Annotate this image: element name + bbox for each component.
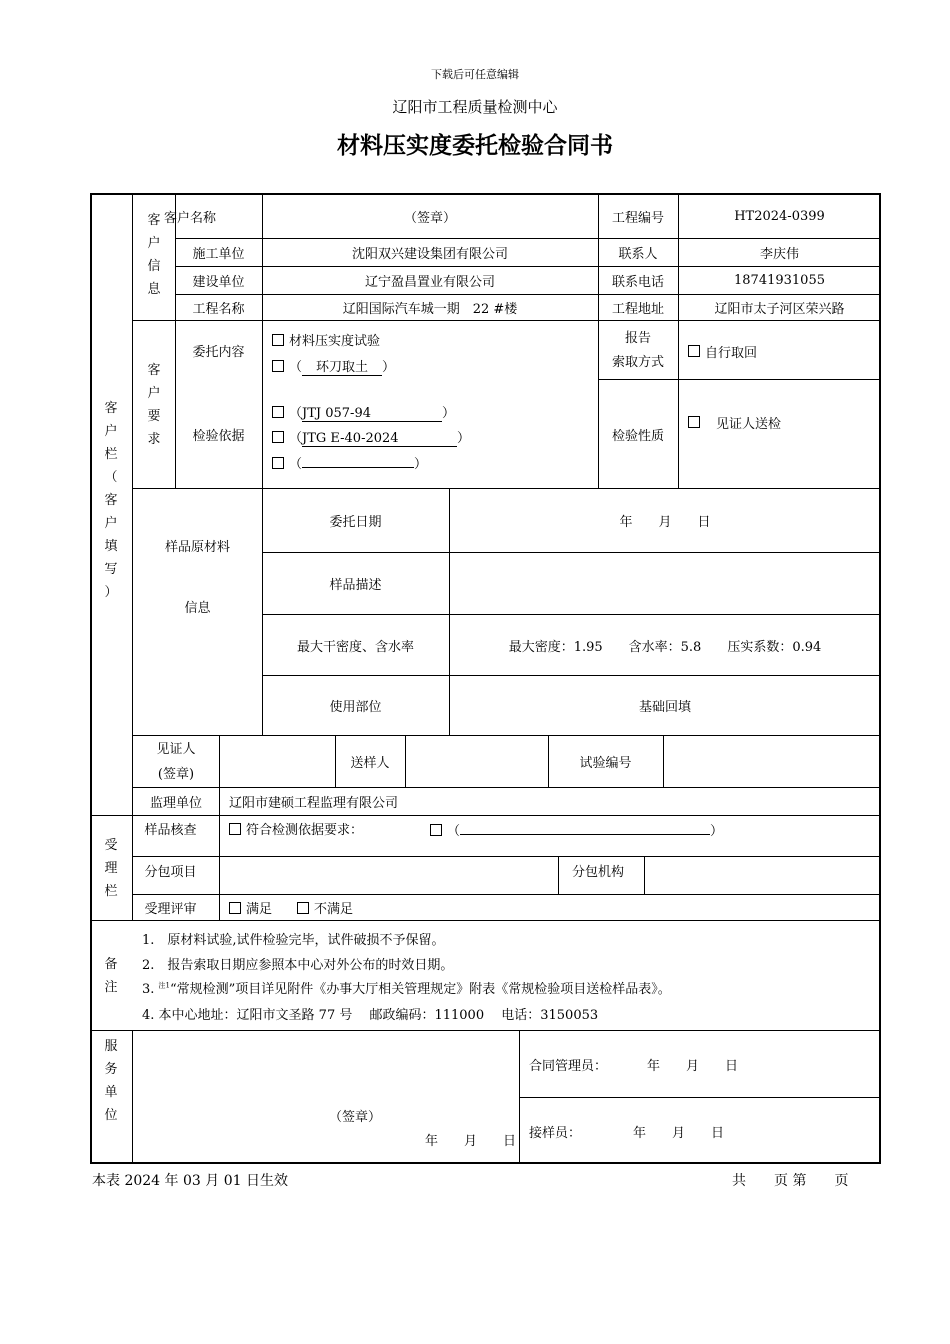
vertical-char: 备 — [104, 956, 118, 972]
project-name-label: 工程名称 — [192, 302, 245, 317]
nature-label: 检验性质 — [611, 428, 664, 444]
page-counter: 共 页 第 页 — [732, 1173, 849, 1189]
address-value[interactable]: 辽阳市太子河区荣兴路 — [714, 302, 845, 317]
sub-item-value[interactable] — [220, 857, 558, 894]
construction-unit-label: 施工单位 — [192, 247, 245, 262]
requirements-group-label — [133, 355, 175, 455]
address-label: 工程地址 — [611, 302, 664, 317]
checkbox-icon[interactable] — [272, 334, 284, 346]
client-name-label: 客户名称 — [163, 210, 216, 226]
vertical-char: 求 — [147, 432, 161, 447]
customer-column-label — [91, 400, 131, 600]
sub-item-label: 分包项目 — [144, 864, 197, 880]
checkbox-icon[interactable] — [688, 345, 700, 357]
report-method-label: 报告 索取方式 — [611, 331, 664, 370]
vertical-char: 填 — [104, 538, 118, 554]
vertical-char: 客 — [147, 213, 161, 228]
supervisor-value[interactable]: 辽阳市建硕工程监理有限公司 — [229, 796, 399, 811]
sample-desc-label: 样品描述 — [329, 578, 382, 593]
service-column-label — [91, 1031, 131, 1131]
vertical-char: 受 — [104, 837, 118, 853]
sub-org-label: 分包机构 — [571, 864, 624, 880]
vertical-char: 客 — [104, 400, 118, 416]
witness-label: 见证人 (签章) — [156, 741, 196, 782]
sample-desc-value[interactable] — [449, 553, 881, 614]
vertical-char: 务 — [104, 1062, 118, 1077]
manager-date[interactable]: 年 月 日 — [647, 1058, 739, 1074]
sub-org-value[interactable] — [645, 857, 881, 894]
receiver-label: 接样员： — [529, 1125, 582, 1141]
vertical-char: 栏 — [104, 883, 118, 899]
vertical-char: 注 — [104, 979, 118, 995]
remark-line-3: 3. $^{注1}$“常规检测”项目详见附件《办事大厅相关管理规定》附表《常规检验项目送检样品表》。 — [142, 981, 671, 997]
phone-value[interactable]: 18741931055 — [734, 273, 825, 288]
project-no-label: 工程编号 — [611, 210, 664, 226]
contact-label: 联系人 — [618, 247, 658, 262]
vertical-char: 户 — [104, 515, 118, 531]
checkbox-icon[interactable] — [272, 360, 284, 372]
vertical-char: 客 — [147, 363, 161, 378]
basis-label: 检验依据 — [192, 428, 245, 444]
sender-value[interactable] — [406, 736, 548, 787]
basis-option-3[interactable]: （ ） — [272, 452, 592, 472]
remark-line-1: 1. 原材料试验,试件检验完毕，试件破损不予保留。 — [142, 933, 445, 948]
phone-label: 联系电话 — [611, 275, 664, 290]
remarks-column-label — [91, 921, 131, 1030]
checkbox-icon[interactable] — [272, 406, 284, 418]
report-method-option[interactable]: 自行取回 — [688, 341, 878, 361]
vertical-char: 写 — [104, 561, 118, 577]
builder-unit-value[interactable]: 辽宁盈昌置业有限公司 — [364, 275, 495, 290]
content-option-2[interactable]: （ 环刀取土 ） — [272, 356, 592, 376]
service-date[interactable]: 年 月 日 — [425, 1134, 517, 1149]
vertical-char: （ — [104, 469, 118, 485]
checkbox-icon[interactable] — [272, 431, 284, 443]
density-value[interactable]: 最大密度：1.95 含水率：5.8 压实系数：0.94 — [508, 639, 822, 655]
sample-check-label: 样品核查 — [144, 822, 197, 838]
witness-value[interactable] — [220, 736, 335, 787]
effective-date: 本表 2024 年 03 月 01 日生效 — [92, 1173, 288, 1189]
content-label: 委托内容 — [192, 344, 245, 360]
vertical-char: 户 — [147, 236, 161, 251]
sample-check-other-field[interactable] — [460, 819, 710, 835]
content-item-2-value[interactable]: 环刀取土 — [302, 356, 382, 376]
page-title: 材料压实度委托检验合同书 — [337, 131, 613, 159]
vertical-char: 理 — [104, 860, 118, 876]
sample-info-group-label: 样品原材料 信息 — [164, 540, 230, 616]
organization-name: 辽阳市工程质量检测中心 — [392, 97, 558, 116]
entrust-date-value[interactable]: 年 月 日 — [619, 515, 711, 530]
checkbox-icon[interactable] — [430, 824, 442, 836]
vertical-char: 户 — [147, 386, 161, 401]
nature-option[interactable]: 见证人送检 — [688, 412, 878, 432]
vertical-char: 单 — [104, 1085, 118, 1100]
vertical-char: 栏 — [104, 446, 118, 462]
construction-unit-value[interactable]: 沈阳双兴建设集团有限公司 — [351, 247, 508, 262]
top-note: 下载后可任意编辑 — [431, 68, 519, 81]
vertical-char: 位 — [104, 1108, 118, 1123]
basis-option-1[interactable]: （JTJ 057-94 ） — [272, 402, 592, 422]
acceptance-column-label — [91, 816, 131, 920]
entrust-date-label: 委托日期 — [329, 515, 382, 530]
vertical-char: 要 — [147, 409, 161, 424]
content-option-1[interactable]: 材料压实度试验 — [272, 330, 592, 350]
project-no-value[interactable]: HT2024-0399 — [734, 208, 825, 224]
checkbox-icon[interactable] — [229, 823, 241, 835]
vertical-char: ） — [104, 584, 118, 600]
service-seal[interactable]: （签章） — [328, 1109, 381, 1125]
density-label: 最大干密度、含水率 — [296, 639, 414, 655]
vertical-char: 户 — [104, 423, 118, 439]
checkbox-icon[interactable] — [688, 416, 700, 428]
sample-check-option-2[interactable]: （ ） — [430, 819, 730, 839]
test-no-value[interactable] — [664, 736, 881, 787]
checkbox-icon[interactable] — [297, 902, 309, 914]
checkbox-icon[interactable] — [229, 902, 241, 914]
remark-line-2: 2. 报告索取日期应参照本中心对外公布的时效日期。 — [142, 958, 454, 973]
builder-unit-label: 建设单位 — [192, 275, 245, 290]
review-option-unsatisfied[interactable]: 不满足 — [297, 895, 387, 920]
test-no-label: 试验编号 — [579, 756, 632, 771]
review-option-satisfied[interactable]: 满足 — [229, 895, 299, 920]
client-name-value[interactable]: （签章） — [403, 210, 456, 226]
usage-part-value[interactable]: 基础回填 — [638, 700, 691, 715]
contact-value[interactable]: 李庆伟 — [759, 247, 799, 262]
review-label: 受理评审 — [144, 902, 197, 917]
vertical-char: 服 — [104, 1039, 118, 1054]
remark-line-4: 4. 本中心地址：辽阳市文圣路 77 号 邮政编码：111000 电话：3150053 — [142, 1008, 599, 1023]
sample-check-option-1[interactable]: 符合检测依据要求： — [229, 819, 429, 839]
vertical-char: 息 — [147, 282, 161, 297]
vertical-char: 信 — [147, 259, 161, 274]
usage-part-label: 使用部位 — [329, 700, 382, 715]
vertical-char: 客 — [104, 492, 118, 508]
sender-label: 送样人 — [350, 756, 390, 771]
basis-option-2[interactable]: （JTG E-40-2024 ） — [272, 427, 592, 447]
supervisor-label: 监理单位 — [149, 796, 202, 811]
manager-label: 合同管理员： — [529, 1058, 608, 1074]
receiver-date[interactable]: 年 月 日 — [633, 1125, 725, 1141]
checkbox-icon[interactable] — [272, 457, 284, 469]
project-name-value[interactable]: 辽阳国际汽车城一期 22 #楼 — [342, 302, 518, 317]
